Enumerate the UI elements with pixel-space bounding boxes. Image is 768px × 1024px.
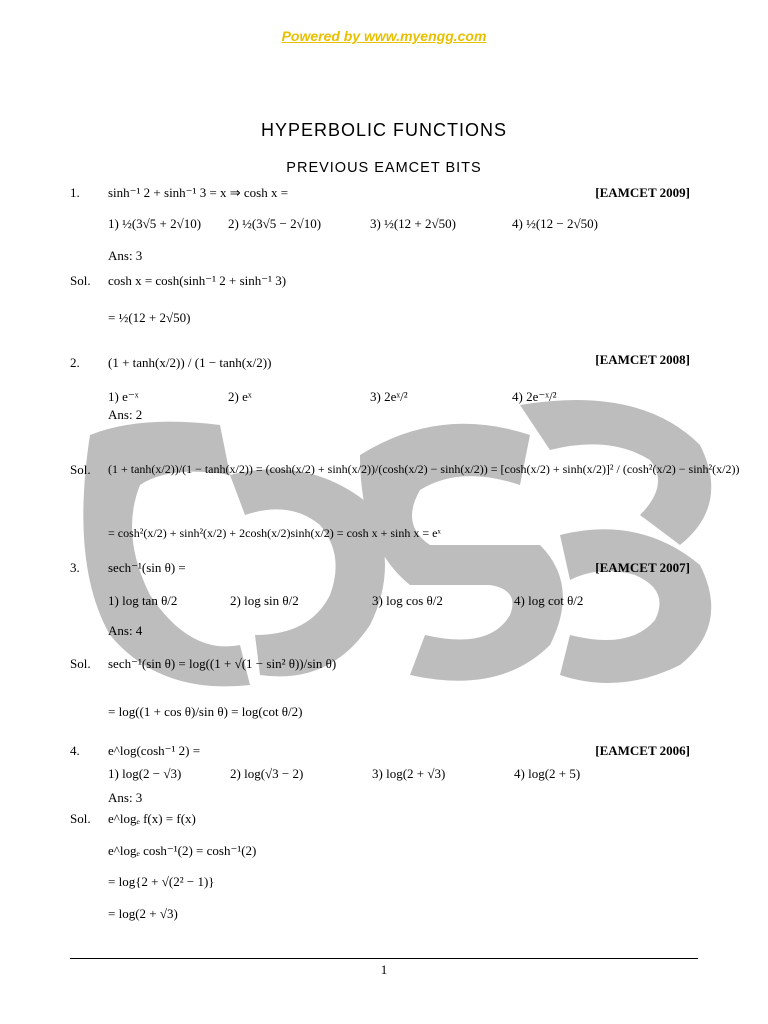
option-4: 4) 2e⁻ˣ/² bbox=[512, 389, 557, 404]
answer: Ans: 3 bbox=[108, 790, 143, 805]
solution-line: = log{2 + √(2² − 1)} bbox=[108, 874, 215, 889]
solution-line: cosh x = cosh(sinh⁻¹ 2 + sinh⁻¹ 3) bbox=[108, 273, 287, 288]
option-2: 2) eˣ bbox=[228, 389, 252, 404]
solution-line: e^logₑ f(x) = f(x) bbox=[108, 811, 196, 826]
exam-tag: [EAMCET 2006] bbox=[595, 743, 690, 758]
solution-line: = log((1 + cos θ)/sin θ) = log(cot θ/2) bbox=[108, 704, 303, 719]
answer: Ans: 4 bbox=[108, 623, 143, 638]
option-1: 1) e⁻ˣ bbox=[108, 389, 139, 404]
question-number: 3. bbox=[70, 560, 80, 575]
footer-divider bbox=[70, 958, 698, 959]
option-3: 3) log cos θ/2 bbox=[372, 593, 443, 608]
solution-line: e^logₑ cosh⁻¹(2) = cosh⁻¹(2) bbox=[108, 843, 257, 858]
question-text: (1 + tanh(x/2)) / (1 − tanh(x/2)) bbox=[108, 355, 272, 370]
solution-label: Sol. bbox=[70, 273, 91, 288]
option-2: 2) log(√3 − 2) bbox=[230, 766, 304, 781]
option-2: 2) log sin θ/2 bbox=[230, 593, 299, 608]
question-text: sinh⁻¹ 2 + sinh⁻¹ 3 = x ⇒ cosh x = bbox=[108, 185, 289, 200]
option-4: 4) log(2 + 5) bbox=[514, 766, 581, 781]
solution-line: = ½(12 + 2√50) bbox=[108, 310, 191, 325]
answer: Ans: 3 bbox=[108, 248, 143, 263]
option-4: 4) log cot θ/2 bbox=[514, 593, 584, 608]
page-title: HYPERBOLIC FUNCTIONS bbox=[260, 120, 508, 140]
question-number: 4. bbox=[70, 743, 80, 758]
solution-label: Sol. bbox=[70, 656, 91, 671]
exam-tag: [EAMCET 2007] bbox=[595, 560, 690, 575]
powered-by-link[interactable]: Powered by www.myengg.com bbox=[281, 28, 487, 44]
solution-line: (1 + tanh(x/2))/(1 − tanh(x/2)) = (cosh(x/2) + sinh(x/2))/(cosh(x/2) − sinh(x/2)) = [cosh(x/2) + sinh(x/2)]² / (cosh²(x/2) − sinh²(x/2)) bbox=[108, 462, 740, 476]
answer: Ans: 2 bbox=[108, 407, 143, 422]
option-3: 3) log(2 + √3) bbox=[372, 766, 446, 781]
option-1: 1) log tan θ/2 bbox=[108, 593, 178, 608]
option-4: 4) ½(12 − 2√50) bbox=[512, 216, 598, 231]
solution-label: Sol. bbox=[70, 462, 91, 477]
option-3: 3) ½(12 + 2√50) bbox=[370, 216, 456, 231]
option-1: 1) ½(3√5 + 2√10) bbox=[108, 216, 202, 231]
exam-tag: [EAMCET 2008] bbox=[595, 352, 690, 367]
question-text: e^log(cosh⁻¹ 2) = bbox=[108, 743, 201, 758]
question-text: sech⁻¹(sin θ) = bbox=[108, 560, 186, 575]
solution-line: = log(2 + √3) bbox=[108, 906, 178, 921]
solution-label: Sol. bbox=[70, 811, 91, 826]
option-3: 3) 2eˣ/² bbox=[370, 389, 408, 404]
question-number: 1. bbox=[70, 185, 80, 200]
page-subtitle: PREVIOUS EAMCET BITS bbox=[286, 160, 482, 176]
exam-tag: [EAMCET 2009] bbox=[595, 185, 690, 200]
watermark-logo bbox=[80, 395, 720, 695]
page-number: 1 bbox=[380, 962, 388, 977]
option-1: 1) log(2 − √3) bbox=[108, 766, 182, 781]
solution-line: sech⁻¹(sin θ) = log((1 + √(1 − sin² θ))/sin θ) bbox=[108, 656, 337, 671]
option-2: 2) ½(3√5 − 2√10) bbox=[228, 216, 322, 231]
solution-line: = cosh²(x/2) + sinh²(x/2) + 2cosh(x/2)sinh(x/2) = cosh x + sinh x = eˣ bbox=[108, 526, 441, 540]
question-number: 2. bbox=[70, 355, 80, 370]
